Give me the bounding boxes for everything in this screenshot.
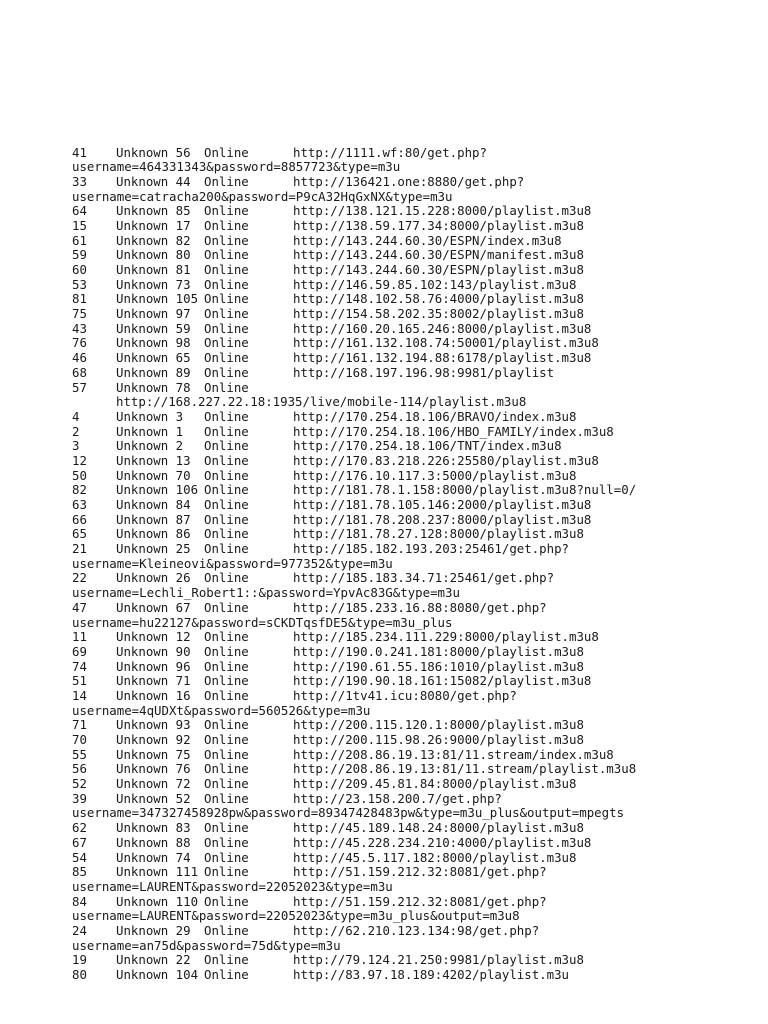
channel-name: Unknown 72: [116, 777, 191, 792]
table-row: [0, 527, 768, 542]
channel-name: Unknown 59: [116, 321, 191, 336]
channel-name: Unknown 25: [116, 542, 191, 557]
channel-name: Unknown 90: [116, 644, 191, 659]
channel-list: [0, 146, 768, 983]
table-row: [0, 645, 768, 660]
table-row: [0, 851, 768, 866]
table-row-continuation: [0, 190, 768, 205]
row-number: 85: [72, 865, 87, 880]
table-row: [0, 674, 768, 689]
table-row: [0, 366, 768, 381]
table-row-continuation: [0, 704, 768, 719]
stream-url[interactable]: http://185.233.16.88:8080/get.php?: [293, 600, 547, 615]
row-number: 24: [72, 923, 87, 938]
channel-name: Unknown 76: [116, 762, 191, 777]
stream-url-continuation[interactable]: username=LAURENT&password=22052023&type=m3u_plus&output=m3u8: [72, 909, 520, 924]
stream-url[interactable]: http://143.244.60.30/ESPN/playlist.m3u8: [293, 263, 584, 277]
table-row: [0, 469, 768, 484]
status-text: Online: [204, 762, 249, 777]
stream-url[interactable]: http://136421.one:8880/get.php?: [293, 174, 525, 189]
stream-url[interactable]: http://208.86.19.13:81/11.stream/playlist.m3u8: [293, 762, 637, 777]
status-text: Online: [204, 439, 249, 454]
channel-name: Unknown 2: [116, 439, 184, 454]
channel-name: Unknown 81: [116, 263, 191, 277]
row-number: 21: [72, 542, 87, 557]
row-number: 3: [72, 439, 80, 454]
stream-url-continuation[interactable]: username=an75d&password=75d&type=m3u: [72, 938, 341, 953]
status-text: Online: [204, 233, 249, 248]
stream-url[interactable]: http://181.78.208.237:8000/playlist.m3u8: [293, 512, 592, 527]
channel-name: Unknown 96: [116, 659, 191, 674]
status-text: Online: [204, 835, 249, 850]
row-number: 81: [72, 292, 87, 307]
table-row: [0, 968, 768, 983]
status-text: Online: [204, 424, 249, 439]
channel-name: Unknown 97: [116, 307, 191, 322]
status-text: Online: [204, 365, 249, 380]
channel-name: Unknown 70: [116, 468, 191, 483]
table-row: [0, 762, 768, 777]
stream-url[interactable]: http://181.78.105.146:2000/playlist.m3u8: [293, 498, 592, 512]
row-number: 53: [72, 277, 87, 292]
table-row: [0, 351, 768, 366]
status-text: Online: [204, 791, 249, 806]
stream-url[interactable]: http://154.58.202.35:8002/playlist.m3u8: [293, 307, 584, 322]
row-number: 71: [72, 718, 87, 733]
status-text: Online: [204, 204, 249, 219]
row-number: 59: [72, 248, 87, 263]
stream-url-continuation[interactable]: username=347327458928pw&password=89347428483pw&type=m3u_plus&output=mpegts: [72, 806, 625, 821]
row-number: 55: [72, 747, 87, 762]
row-number: 2: [72, 424, 80, 439]
stream-url[interactable]: http://185.182.193.203:25461/get.php?: [293, 542, 570, 557]
table-row: [0, 278, 768, 293]
channel-name: Unknown 93: [116, 718, 191, 733]
row-number: 22: [72, 571, 87, 586]
stream-url[interactable]: http://170.254.18.106/TNT/index.m3u8: [293, 439, 562, 454]
stream-url[interactable]: http://176.10.117.3:5000/playlist.m3u8: [293, 468, 577, 483]
table-row: [0, 792, 768, 807]
row-number: 54: [72, 850, 87, 865]
channel-name: Unknown 83: [116, 821, 191, 836]
channel-name: Unknown 87: [116, 512, 191, 527]
stream-url[interactable]: http://83.97.18.189:4202/playlist.m3u: [293, 968, 570, 982]
status-text: Online: [204, 894, 249, 909]
table-row: [0, 263, 768, 278]
stream-url-continuation[interactable]: username=Kleineovi&password=977352&type=m3u: [72, 556, 393, 571]
status-text: Online: [204, 600, 249, 615]
stream-url[interactable]: http://185.183.34.71:25461/get.php?: [293, 571, 555, 586]
stream-url[interactable]: http://23.158.200.7/get.php?: [293, 791, 502, 806]
row-number: 84: [72, 894, 87, 909]
channel-name: Unknown 92: [116, 733, 191, 747]
status-text: Online: [204, 953, 249, 968]
stream-url[interactable]: http://45.5.117.182:8000/playlist.m3u8: [293, 850, 577, 865]
table-row: [0, 204, 768, 219]
status-text: Online: [204, 542, 249, 557]
row-number: 75: [72, 307, 87, 322]
status-text: Online: [204, 498, 249, 512]
stream-url-continuation[interactable]: username=464331343&password=8857723&type=m3u: [72, 160, 401, 175]
table-row: [0, 454, 768, 469]
channel-name: Unknown 110: [116, 894, 199, 909]
row-number: 76: [72, 336, 87, 351]
channel-name: Unknown 26: [116, 571, 191, 586]
status-text: Online: [204, 777, 249, 792]
channel-name: Unknown 98: [116, 336, 191, 351]
table-row: [0, 219, 768, 234]
status-text: Online: [204, 483, 249, 498]
channel-name: Unknown 44: [116, 174, 191, 189]
table-row-continuation: [0, 909, 768, 924]
table-row: [0, 439, 768, 454]
row-number: 39: [72, 791, 87, 806]
channel-name: Unknown 22: [116, 953, 191, 968]
status-text: Online: [204, 968, 249, 982]
status-text: Online: [204, 644, 249, 659]
status-text: Online: [204, 688, 249, 703]
row-number: 56: [72, 762, 87, 777]
channel-name: Unknown 78: [116, 380, 191, 395]
stream-url[interactable]: http://181.78.1.158:8000/playlist.m3u8?null=0/: [293, 483, 637, 498]
row-number: 19: [72, 953, 87, 968]
stream-url[interactable]: http://62.210.123.134:98/get.php?: [293, 923, 540, 938]
table-row: [0, 175, 768, 190]
channel-name: Unknown 29: [116, 923, 191, 938]
row-number: 65: [72, 527, 87, 542]
status-text: Online: [204, 145, 249, 160]
status-text: Online: [204, 380, 249, 395]
stream-url-continuation[interactable]: username=4qUDXt&password=560526&type=m3u: [72, 703, 371, 718]
stream-url[interactable]: http://138.59.177.34:8000/playlist.m3u8: [293, 218, 584, 233]
table-row: [0, 498, 768, 513]
row-number: 50: [72, 468, 87, 483]
row-number: 67: [72, 835, 87, 850]
stream-url[interactable]: http://45.189.148.24:8000/playlist.m3u8: [293, 821, 584, 836]
stream-url[interactable]: http://146.59.85.102:143/playlist.m3u8: [293, 277, 577, 292]
channel-name: Unknown 65: [116, 351, 191, 366]
stream-url-continuation[interactable]: username=catracha200&password=P9cA32HqGxNX&type=m3u: [72, 189, 453, 204]
stream-url[interactable]: http://170.83.218.226:25580/playlist.m3u8: [293, 453, 599, 468]
row-number: 47: [72, 600, 87, 615]
table-row: [0, 292, 768, 307]
row-number: 11: [72, 630, 87, 645]
row-number: 57: [72, 380, 87, 395]
table-row: [0, 748, 768, 763]
table-row: [0, 425, 768, 440]
channel-name: Unknown 106: [116, 483, 199, 498]
status-text: Online: [204, 336, 249, 351]
table-row: [0, 953, 768, 968]
row-number: 64: [72, 204, 87, 219]
stream-url[interactable]: http://148.102.58.76:4000/playlist.m3u8: [293, 292, 584, 307]
table-row: [0, 601, 768, 616]
channel-name: Unknown 52: [116, 791, 191, 806]
status-text: Online: [204, 263, 249, 277]
table-row: [0, 689, 768, 704]
row-number: 15: [72, 218, 87, 233]
stream-url[interactable]: http://190.0.241.181:8000/playlist.m3u8: [293, 644, 584, 659]
status-text: Online: [204, 527, 249, 542]
channel-name: Unknown 16: [116, 688, 191, 703]
row-number: 68: [72, 365, 87, 380]
stream-url[interactable]: http://161.132.194.88:6178/playlist.m3u8: [293, 351, 592, 366]
channel-name: Unknown 3: [116, 409, 184, 424]
channel-name: Unknown 104: [116, 968, 199, 982]
status-text: Online: [204, 747, 249, 762]
row-number: 33: [72, 174, 87, 189]
channel-name: Unknown 17: [116, 218, 191, 233]
status-text: Online: [204, 453, 249, 468]
table-row: [0, 733, 768, 748]
table-row-continuation: [0, 939, 768, 954]
stream-url[interactable]: http://181.78.27.128:8000/playlist.m3u8: [293, 527, 584, 542]
row-number: 51: [72, 674, 87, 689]
table-row-continuation: [0, 806, 768, 821]
stream-url[interactable]: http://51.159.212.32:8081/get.php?: [293, 894, 547, 909]
status-text: Online: [204, 512, 249, 527]
document-body: [0, 72, 768, 997]
stream-url-continuation[interactable]: http://168.227.22.18:1935/live/mobile-114/playlist.m3u8: [116, 395, 527, 410]
channel-name: Unknown 75: [116, 747, 191, 762]
row-number: 41: [72, 145, 87, 160]
channel-name: Unknown 1: [116, 424, 184, 439]
row-number: 74: [72, 659, 87, 674]
channel-name: Unknown 13: [116, 453, 191, 468]
row-number: 70: [72, 733, 87, 747]
row-number: 82: [72, 483, 87, 498]
table-row: [0, 718, 768, 733]
row-number: 4: [72, 409, 80, 424]
row-number: 60: [72, 263, 87, 277]
table-row: [0, 336, 768, 351]
row-number: 12: [72, 453, 87, 468]
status-text: Online: [204, 292, 249, 307]
stream-url[interactable]: http://170.254.18.106/HBO_FAMILY/index.m3u8: [293, 424, 614, 439]
status-text: Online: [204, 865, 249, 880]
table-row-continuation: [0, 586, 768, 601]
table-row: [0, 865, 768, 880]
stream-url-continuation[interactable]: username=LAURENT&password=22052023&type=m3u: [72, 879, 393, 894]
table-row: [0, 836, 768, 851]
channel-name: Unknown 89: [116, 365, 191, 380]
status-text: Online: [204, 630, 249, 645]
status-text: Online: [204, 321, 249, 336]
table-row: [0, 410, 768, 425]
channel-name: Unknown 82: [116, 233, 191, 248]
stream-url[interactable]: http://170.254.18.106/BRAVO/index.m3u8: [293, 409, 577, 424]
status-text: Online: [204, 351, 249, 366]
row-number: 66: [72, 512, 87, 527]
table-row: [0, 322, 768, 337]
channel-name: Unknown 71: [116, 674, 191, 689]
status-text: Online: [204, 733, 249, 747]
table-row: [0, 146, 768, 161]
stream-url-continuation[interactable]: username=hu22127&password=sCKDTqsfDE5&type=m3u_plus: [72, 615, 453, 630]
row-number: 62: [72, 821, 87, 836]
stream-url[interactable]: http://190.61.55.186:1010/playlist.m3u8: [293, 659, 584, 674]
stream-url[interactable]: http://190.90.18.161:15082/playlist.m3u8: [293, 674, 592, 689]
table-row-continuation: [0, 395, 768, 410]
stream-url[interactable]: http://185.234.111.229:8000/playlist.m3u8: [293, 630, 599, 645]
table-row-continuation: [0, 557, 768, 572]
status-text: Online: [204, 218, 249, 233]
table-row: [0, 307, 768, 322]
stream-url[interactable]: http://200.115.98.26:9000/playlist.m3u8: [293, 733, 584, 747]
row-number: 80: [72, 968, 87, 982]
channel-name: Unknown 86: [116, 527, 191, 542]
stream-url[interactable]: http://168.197.196.98:9981/playlist: [293, 365, 555, 380]
channel-name: Unknown 88: [116, 835, 191, 850]
stream-url[interactable]: http://1tv41.icu:8080/get.php?: [293, 688, 517, 703]
table-row-continuation: [0, 160, 768, 175]
row-number: 61: [72, 233, 87, 248]
stream-url[interactable]: http://160.20.165.246:8000/playlist.m3u8: [293, 321, 592, 336]
table-row: [0, 542, 768, 557]
status-text: Online: [204, 923, 249, 938]
channel-name: Unknown 74: [116, 850, 191, 865]
table-row-continuation: [0, 880, 768, 895]
channel-name: Unknown 56: [116, 145, 191, 160]
table-row: [0, 660, 768, 675]
channel-name: Unknown 111: [116, 865, 199, 880]
channel-name: Unknown 12: [116, 630, 191, 645]
stream-url[interactable]: http://51.159.212.32:8081/get.php?: [293, 865, 547, 880]
status-text: Online: [204, 307, 249, 322]
status-text: Online: [204, 659, 249, 674]
stream-url[interactable]: http://1111.wf:80/get.php?: [293, 145, 487, 160]
channel-name: Unknown 73: [116, 277, 191, 292]
channel-name: Unknown 85: [116, 204, 191, 219]
channel-name: Unknown 67: [116, 600, 191, 615]
table-row: [0, 777, 768, 792]
row-number: 69: [72, 644, 87, 659]
table-row: [0, 821, 768, 836]
stream-url[interactable]: http://208.86.19.13:81/11.stream/index.m3u8: [293, 747, 614, 762]
table-row: [0, 513, 768, 528]
stream-url[interactable]: http://138.121.15.228:8000/playlist.m3u8: [293, 204, 592, 219]
stream-url[interactable]: http://200.115.120.1:8000/playlist.m3u8: [293, 718, 584, 733]
table-row-continuation: [0, 616, 768, 631]
row-number: 52: [72, 777, 87, 792]
stream-url[interactable]: http://79.124.21.250:9981/playlist.m3u8: [293, 953, 584, 968]
header-row: [0, 101, 768, 116]
table-row: [0, 248, 768, 263]
status-text: Online: [204, 248, 249, 263]
table-row: [0, 571, 768, 586]
table-row: [0, 381, 768, 396]
stream-url[interactable]: http://143.244.60.30/ESPN/manifest.m3u8: [293, 248, 584, 263]
table-row: [0, 924, 768, 939]
status-text: Online: [204, 850, 249, 865]
table-row: [0, 483, 768, 498]
status-text: Online: [204, 674, 249, 689]
status-text: Online: [204, 277, 249, 292]
stream-url[interactable]: http://143.244.60.30/ESPN/index.m3u8: [293, 233, 562, 248]
status-text: Online: [204, 821, 249, 836]
row-number: 43: [72, 321, 87, 336]
stream-url[interactable]: http://45.228.234.210:4000/playlist.m3u8: [293, 835, 592, 850]
stream-url-continuation[interactable]: username=Lechli_Robert1::&password=YpvAc83G&type=m3u: [72, 586, 460, 601]
table-row: [0, 234, 768, 249]
row-number: 14: [72, 688, 87, 703]
table-row: [0, 630, 768, 645]
status-text: Online: [204, 468, 249, 483]
table-row: [0, 895, 768, 910]
status-text: Online: [204, 174, 249, 189]
row-number: 63: [72, 498, 87, 512]
status-text: Online: [204, 409, 249, 424]
status-text: Online: [204, 571, 249, 586]
channel-name: Unknown 84: [116, 498, 191, 512]
stream-url[interactable]: http://161.132.108.74:50001/playlist.m3u8: [293, 336, 599, 351]
status-text: Online: [204, 718, 249, 733]
channel-name: Unknown 105: [116, 292, 199, 307]
row-number: 46: [72, 351, 87, 366]
stream-url[interactable]: http://209.45.81.84:8000/playlist.m3u8: [293, 777, 577, 792]
channel-name: Unknown 80: [116, 248, 191, 263]
